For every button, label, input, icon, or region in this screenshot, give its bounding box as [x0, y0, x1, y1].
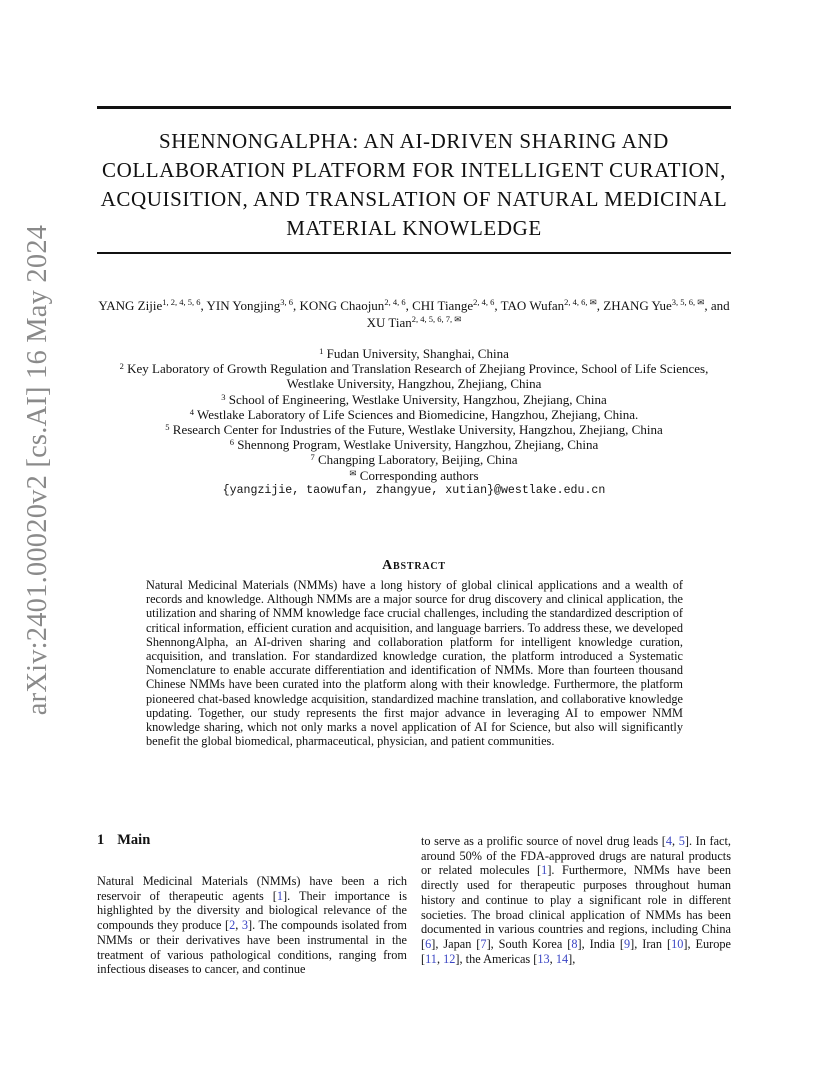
title-line: SHENNONGALPHA: AN AI-DRIVEN SHARING AND: [159, 129, 669, 153]
body-text: ],: [568, 951, 576, 966]
title-top-rule: [97, 106, 731, 109]
body-text: ,: [235, 918, 242, 933]
body-text: ]. In fact, around 50% of the FDA-approved drugs are natural products or related molecules [: [421, 834, 731, 878]
author-affiliation-marks: 3, 5, 6, ✉: [671, 297, 705, 307]
body-text: ]. Furthermore, NMMs have been directly used for therapeutic purposes throughout human history and continue to play a significant role in different societies. The broad clinical application of NMMs has been documented in various countries and regions, including China [: [421, 863, 731, 951]
body-right-column: [421, 834, 731, 966]
author-name: CHI Tiange: [412, 298, 474, 313]
author-name: YANG Zijie: [98, 298, 163, 313]
affiliation-mark: 7: [310, 452, 315, 463]
abstract-heading: Abstract: [382, 558, 446, 573]
email-addresses: {yangzijie, taowufan, zhangyue, xutian}@westlake.edu.cn: [222, 484, 606, 497]
citation-link[interactable]: 9: [623, 936, 631, 951]
paper-title: [97, 127, 731, 243]
author-affiliation-marks: 2, 4, 6, ✉: [564, 297, 597, 307]
title-line: COLLABORATION PLATFORM FOR INTELLIGENT CURATION,: [102, 158, 726, 182]
citation-link[interactable]: 13: [537, 951, 550, 966]
affiliation-text: Key Laboratory of Growth Regulation and Translation Research of Zhejiang Province, School of Life Sciences,: [127, 361, 709, 377]
affiliation-line: [97, 407, 731, 422]
body-text: ,: [672, 834, 679, 848]
body-text: ], India [: [577, 936, 624, 951]
author-separator: ,: [405, 298, 413, 313]
body-text: ], South Korea [: [486, 936, 572, 951]
citation-link[interactable]: 8: [571, 936, 578, 951]
body-text: ], Japan [: [431, 936, 481, 951]
affiliation-mark: 2: [119, 361, 124, 372]
affiliation-mark: 6: [229, 437, 234, 448]
body-text: ]. Their importance is highlighted by the diversity and biological relevance of the compounds they produce [: [97, 888, 407, 933]
citation-link[interactable]: 3: [241, 918, 249, 933]
affiliation-mark: 1: [319, 346, 324, 356]
affiliation-line: [97, 437, 731, 452]
body-text: ,: [549, 951, 556, 966]
affiliation-text: Westlake University, Hangzhou, Zhejiang, China: [286, 376, 542, 392]
arxiv-identifier: arXiv:2401.00020v2 [cs.AI] 16 May 2024: [22, 224, 54, 716]
citation-link[interactable]: 2: [229, 918, 236, 933]
affiliation-mark: 4: [189, 406, 195, 417]
title-bottom-rule: [97, 252, 731, 254]
citation-link[interactable]: 12: [443, 951, 456, 966]
section-heading: [97, 832, 150, 849]
title-line: ACQUISITION, AND TRANSLATION OF NATURAL MEDICINAL: [100, 187, 728, 211]
citation-link[interactable]: 6: [425, 936, 432, 951]
body-text: Natural Medicinal Materials (NMMs) have been a rich reservoir of therapeutic agents [: [97, 874, 407, 903]
affiliation-mark: ✉: [349, 467, 357, 478]
section-number: 1: [97, 832, 105, 848]
body-text: ], Europe [: [421, 936, 731, 966]
title-line: MATERIAL KNOWLEDGE: [286, 216, 542, 240]
citation-link[interactable]: 7: [480, 936, 487, 951]
author-separator: ,: [200, 298, 207, 313]
author-name: ZHANG Yue: [603, 298, 672, 313]
author-separator: ,: [292, 298, 300, 313]
citation-link[interactable]: 1: [541, 863, 548, 878]
body-left-column: [97, 874, 407, 977]
arxiv-sidebar: [20, 224, 56, 716]
author-name: KONG Chaojun: [299, 298, 385, 313]
author-name: YIN Yongjing: [206, 298, 281, 313]
body-text: ], Iran [: [630, 936, 672, 951]
citation-link[interactable]: 4: [665, 834, 673, 848]
body-text: ], the Americas [: [455, 951, 538, 966]
section-title: Main: [117, 832, 151, 848]
body-text: ,: [436, 951, 444, 966]
affiliation-text: Shennong Program, Westlake University, Hangzhou, Zhejiang, China: [237, 437, 599, 453]
citation-link[interactable]: 10: [671, 936, 684, 951]
author-separator: ,: [494, 298, 501, 313]
author-name: XU Tian: [366, 315, 412, 330]
author-affiliation-marks: 3, 6: [280, 297, 293, 307]
citation-link[interactable]: 5: [678, 834, 685, 848]
affiliation-text: Corresponding authors: [359, 467, 479, 483]
affiliation-text: Westlake Laboratory of Life Sciences and Biomedicine, Hangzhou, Zhejiang, China.: [197, 406, 639, 422]
affiliation-text: Research Center for Industries of the Future, Westlake University, Hangzhou, Zhejiang, China: [172, 422, 663, 438]
author-separator: ,: [596, 298, 604, 313]
author-list: [97, 297, 731, 331]
citation-link[interactable]: 14: [555, 951, 569, 966]
affiliation-text: School of Engineering, Westlake University, Hangzhou, Zhejiang, China: [228, 391, 607, 407]
affiliation-line: [97, 452, 731, 467]
author-affiliation-marks: 2, 4, 6: [473, 297, 495, 307]
author-name: TAO Wufan: [500, 298, 565, 313]
affiliation-text: Fudan University, Shanghai, China: [326, 346, 509, 361]
author-separator: , and: [704, 298, 730, 313]
author-affiliation-marks: 1, 2, 4, 5, 6: [162, 297, 201, 307]
author-affiliation-marks: 2, 4, 5, 6, 7, ✉: [411, 314, 462, 324]
affiliation-line: [97, 346, 731, 361]
citation-link[interactable]: 11: [425, 951, 437, 966]
abstract-text: Natural Medicinal Materials (NMMs) have a long history of global clinical applications and a wealth of records and knowledge. Although NMMs are a major source for drug discovery and clinical application, the utilization and sharing of NMM knowledge face crucial challenges, including the standardized description of critical information, efficient curation and acquisition, and language barriers. To address these, we developed ShennongAlpha, an AI-driven sharing and collaboration platform for intelligent knowledge curation, acquisition, and translation. For standardized knowledge curation, the platform introduced a Systematic Nomenclature to enable accurate differentiation and identification of NMMs. More than fourteen thousand Chinese NMMs have been curated into the platform along with their knowledge. Furthermore, the platform pioneered chat-based knowledge acquisition, standardized machine translation, and collaborative knowledge updating. Together, our study represents the first major advance in leveraging AI to empower NMM knowledge sharing, which not only marks a novel application of AI for Science, but also will significantly benefit the global biomedical, pharmaceutical, physician, and patient communities.: [146, 578, 683, 749]
affiliation-line: [97, 468, 731, 483]
affiliation-text: Changping Laboratory, Beijing, China: [317, 452, 518, 468]
affiliation-mark: 3: [221, 391, 226, 402]
affiliation-line: [97, 376, 731, 391]
citation-link[interactable]: 1: [276, 888, 284, 903]
author-affiliation-marks: 2, 4, 6: [384, 297, 406, 307]
affiliation-line: [97, 422, 731, 437]
affiliation-line: [97, 361, 731, 376]
body-text: ]. The compounds isolated from NMMs or their derivatives have been instrumental in the treatment of various pathological conditions, ranging from infectious diseases to cancer, and continue: [97, 918, 408, 977]
body-text: to serve as a prolific source of novel drug leads [: [421, 834, 666, 848]
affiliation-line: [97, 392, 731, 407]
affiliation-mark: 5: [165, 422, 170, 433]
affiliation-list: [97, 346, 731, 483]
